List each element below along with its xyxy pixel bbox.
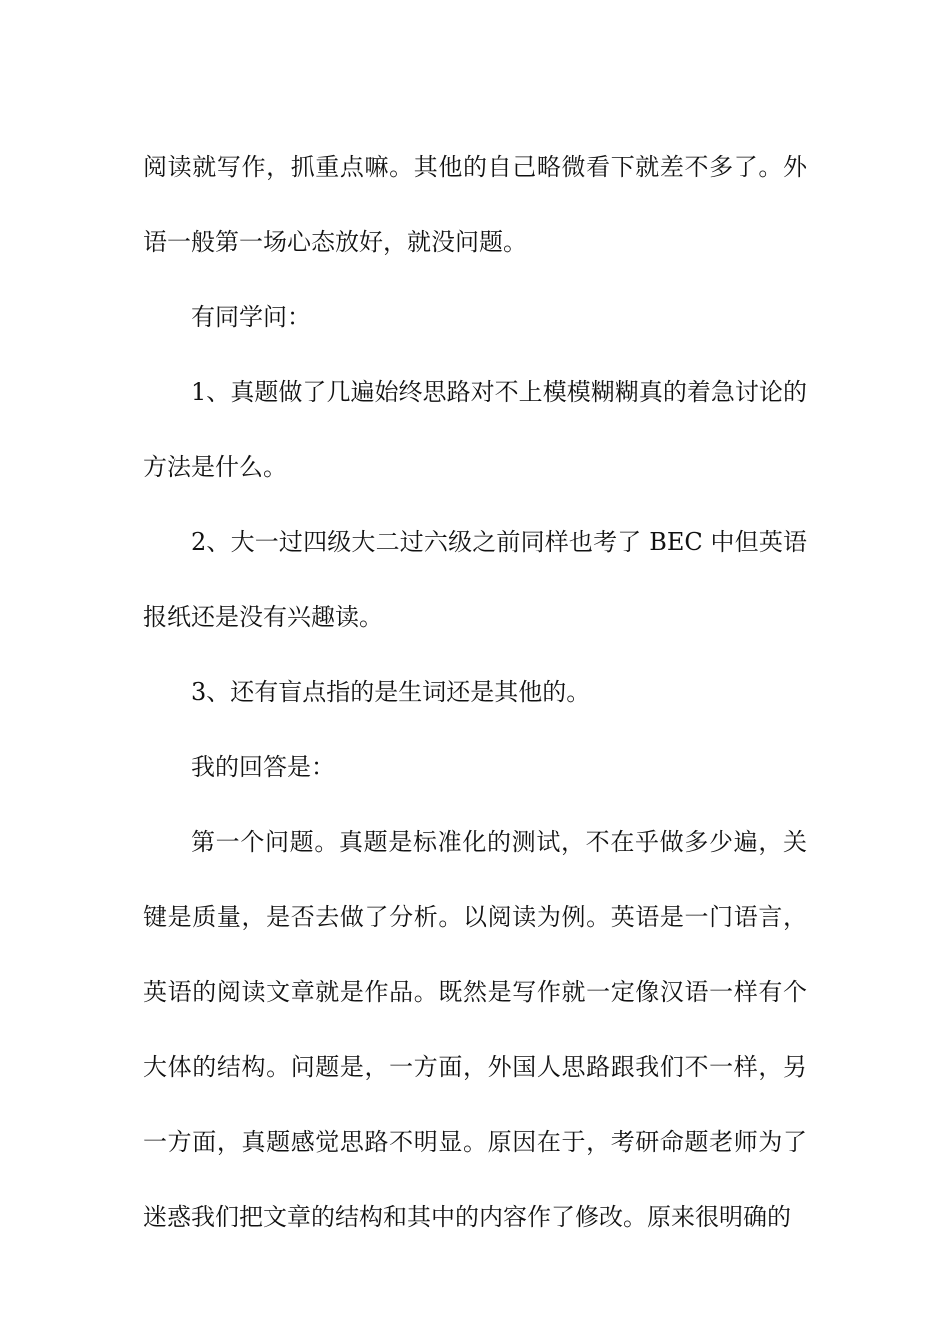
paragraph-answer-intro: 我的回答是：	[191, 753, 335, 781]
paragraph-continuation: 阅读就写作，抓重点嘛。其他的自己略微看下就差不多了。外语一般第一场心态放好，就没问题。	[143, 153, 807, 256]
paragraph-question-3: 3、还有盲点指的是生词还是其他的。	[191, 678, 591, 706]
paragraph-question-2: 2、大一过四级大二过六级之前同样也考了 BEC 中但英语报纸还是没有兴趣读。	[143, 528, 807, 631]
paragraph-answer-1: 第一个问题。真题是标准化的测试，不在乎做多少遍，关键是质量，是否去做了分析。以阅读为例。英语是一门语言，英语的阅读文章就是作品。既然是写作就一定像汉语一样有个大体的结构。问题是，一方面，外国人思路跟我们不一样，另一方面，真题感觉思路不明显。原因在于，考研命题老师为了迷惑我们把文章的结构和其中的内容作了修改。原来很明确的	[143, 828, 807, 1231]
paragraph-question-1: 1、真题做了几遍始终思路对不上模模糊糊真的着急讨论的方法是什么。	[143, 378, 807, 481]
paragraph-question-intro: 有同学问：	[191, 303, 311, 331]
document-body	[143, 130, 807, 1255]
